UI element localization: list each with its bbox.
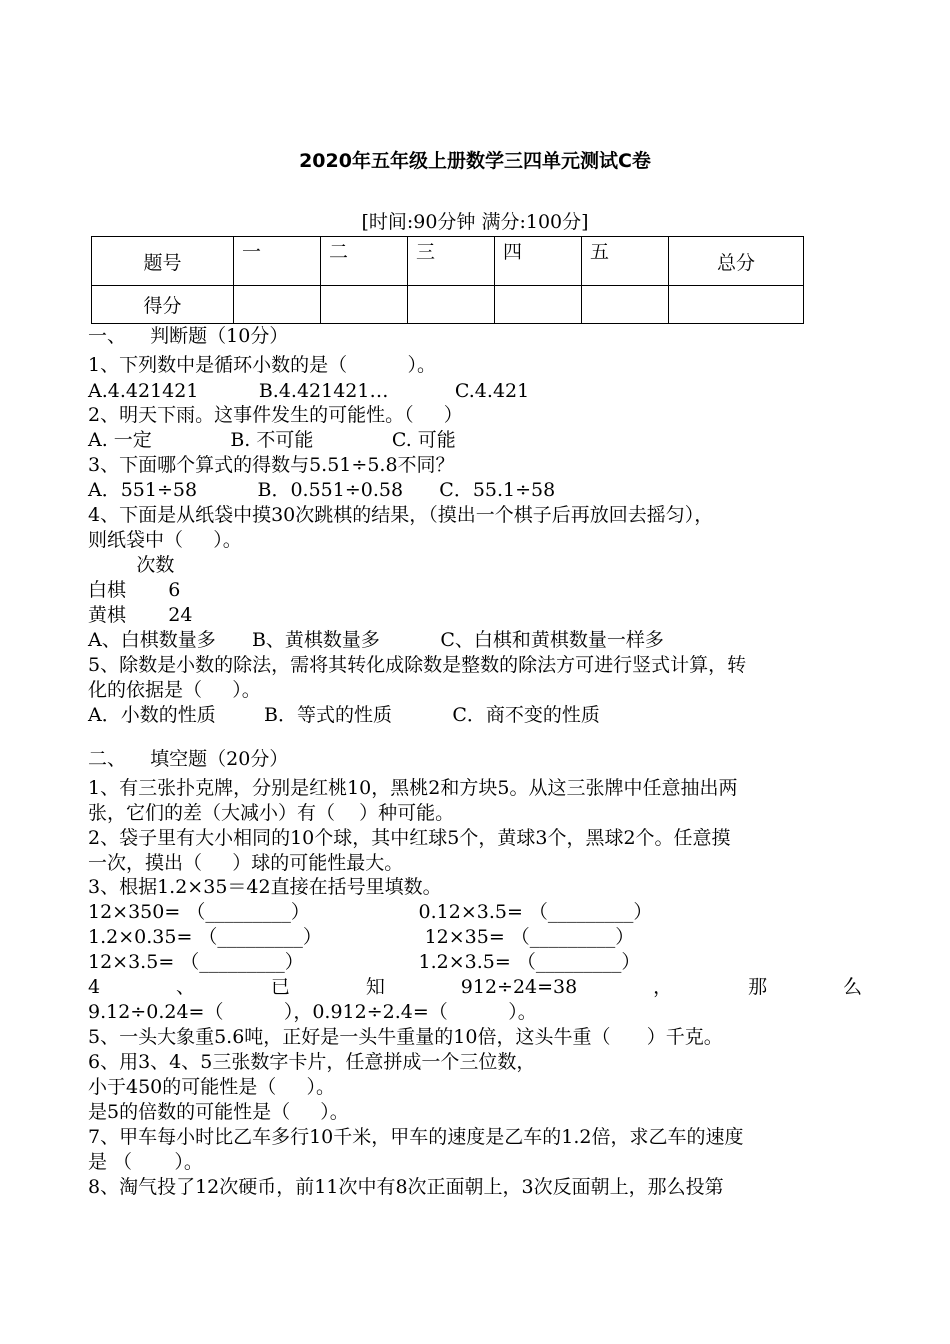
score-cell	[408, 286, 495, 324]
q4-part: 那	[748, 976, 768, 998]
score-cell	[495, 286, 582, 324]
question-line: A、白棋数量多 B、黄棋数量多 C、白棋和黄棋数量一样多	[88, 629, 664, 651]
score-cell	[234, 286, 321, 324]
section-heading: 二、 填空题（20分）	[88, 748, 289, 770]
question-line: 12×3.5= （_________） 1.2×3.5= （_________）	[88, 951, 641, 973]
question-line: 小于450的可能性是（ ）。	[88, 1076, 335, 1098]
question-line: 5、除数是小数的除法，需将其转化成除数是整数的除法方可进行竖式计算，转	[88, 654, 747, 676]
q4-part: ，	[653, 976, 673, 998]
q4-part: 4	[88, 976, 101, 998]
header-section-4: 四	[495, 237, 582, 286]
question-line: 一次，摸出（ ）球的可能性最大。	[88, 852, 404, 874]
question-line: A．小数的性质 B．等式的性质 C．商不变的性质	[88, 704, 600, 726]
score-cell	[669, 286, 804, 324]
question-line: 6、用3、4、5三张数字卡片，任意拼成一个三位数，	[88, 1051, 536, 1073]
header-section-1: 一	[234, 237, 321, 286]
question-line: 化的依据是（ ）。	[88, 679, 261, 701]
header-section-3: 三	[408, 237, 495, 286]
header-section-5: 五	[582, 237, 669, 286]
question-line: 黄棋 24	[88, 604, 193, 626]
question-line: 9.12÷0.24=（ ），0.912÷2.4=（ ）。	[88, 1001, 537, 1023]
section-heading: 一、 判断题（10分）	[88, 325, 289, 347]
score-table	[91, 236, 804, 324]
question-line: 7、甲车每小时比乙车多行10千米，甲车的速度是乙车的1.2倍，求乙车的速度	[88, 1126, 744, 1148]
question-line: 是5的倍数的可能性是（ ）。	[88, 1101, 349, 1123]
q4-part: 已	[270, 976, 290, 998]
question-line: 3、下面哪个算式的得数与5.51÷5.8不同？	[88, 454, 455, 476]
score-cell	[321, 286, 408, 324]
q4-part: 912÷24=38	[460, 976, 578, 998]
score-table-header-row	[92, 237, 804, 286]
q4-part: 、	[176, 976, 196, 998]
q4-part: 么	[842, 976, 862, 998]
question-line: 1.2×0.35= （_________） 12×35= （_________）	[88, 926, 635, 948]
question-4-line	[88, 975, 862, 999]
exam-info: [时间:90分钟 满分:100分]	[361, 211, 589, 233]
question-line: 张，它们的差（大减小）有（ ）种可能。	[88, 802, 455, 824]
question-line: 1、有三张扑克牌，分别是红桃10，黑桃2和方块5。从这三张牌中任意抽出两	[88, 777, 738, 799]
question-line: 2、袋子里有大小相同的10个球，其中红球5个，黄球3个，黑球2个。任意摸	[88, 827, 731, 849]
question-line: 12×350= （_________） 0.12×3.5= （_________）	[88, 901, 653, 923]
question-line: 8、淘气投了12次硬币，前11次中有8次正面朝上，3次反面朝上，那么投第	[88, 1176, 724, 1198]
question-line: 次数	[88, 554, 175, 576]
question-line: 是 （ ）。	[88, 1151, 203, 1173]
score-table-score-row	[92, 286, 804, 324]
header-question-number: 题号	[92, 237, 234, 286]
page-title: 2020年五年级上册数学三四单元测试C卷	[299, 150, 651, 172]
q4-part: 知	[365, 976, 385, 998]
question-line: 3、根据1.2×35＝42直接在括号里填数。	[88, 876, 442, 898]
header-section-2: 二	[321, 237, 408, 286]
question-line: 1、下列数中是循环小数的是（ ）。	[88, 354, 436, 376]
header-total: 总分	[669, 237, 804, 286]
question-line: 4、下面是从纸袋中摸30次跳棋的结果，（摸出一个棋子后再放回去摇匀），	[88, 504, 714, 526]
question-line: A.4.421421 B.4.421421… C.4.421	[88, 380, 530, 402]
score-cell	[582, 286, 669, 324]
question-line: 则纸袋中（ ）。	[88, 529, 242, 551]
question-line: 白棋 6	[88, 579, 181, 601]
question-line: A. 一定 B. 不可能 C. 可能	[88, 429, 456, 451]
question-line: A．551÷58 B．0.551÷0.58 C．55.1÷58	[88, 479, 556, 501]
question-line: 5、一头大象重5.6吨，正好是一头牛重量的10倍，这头牛重（ ）千克。	[88, 1026, 723, 1048]
score-label: 得分	[92, 286, 234, 324]
question-line: 2、明天下雨。这事件发生的可能性。（ ）	[88, 404, 463, 426]
